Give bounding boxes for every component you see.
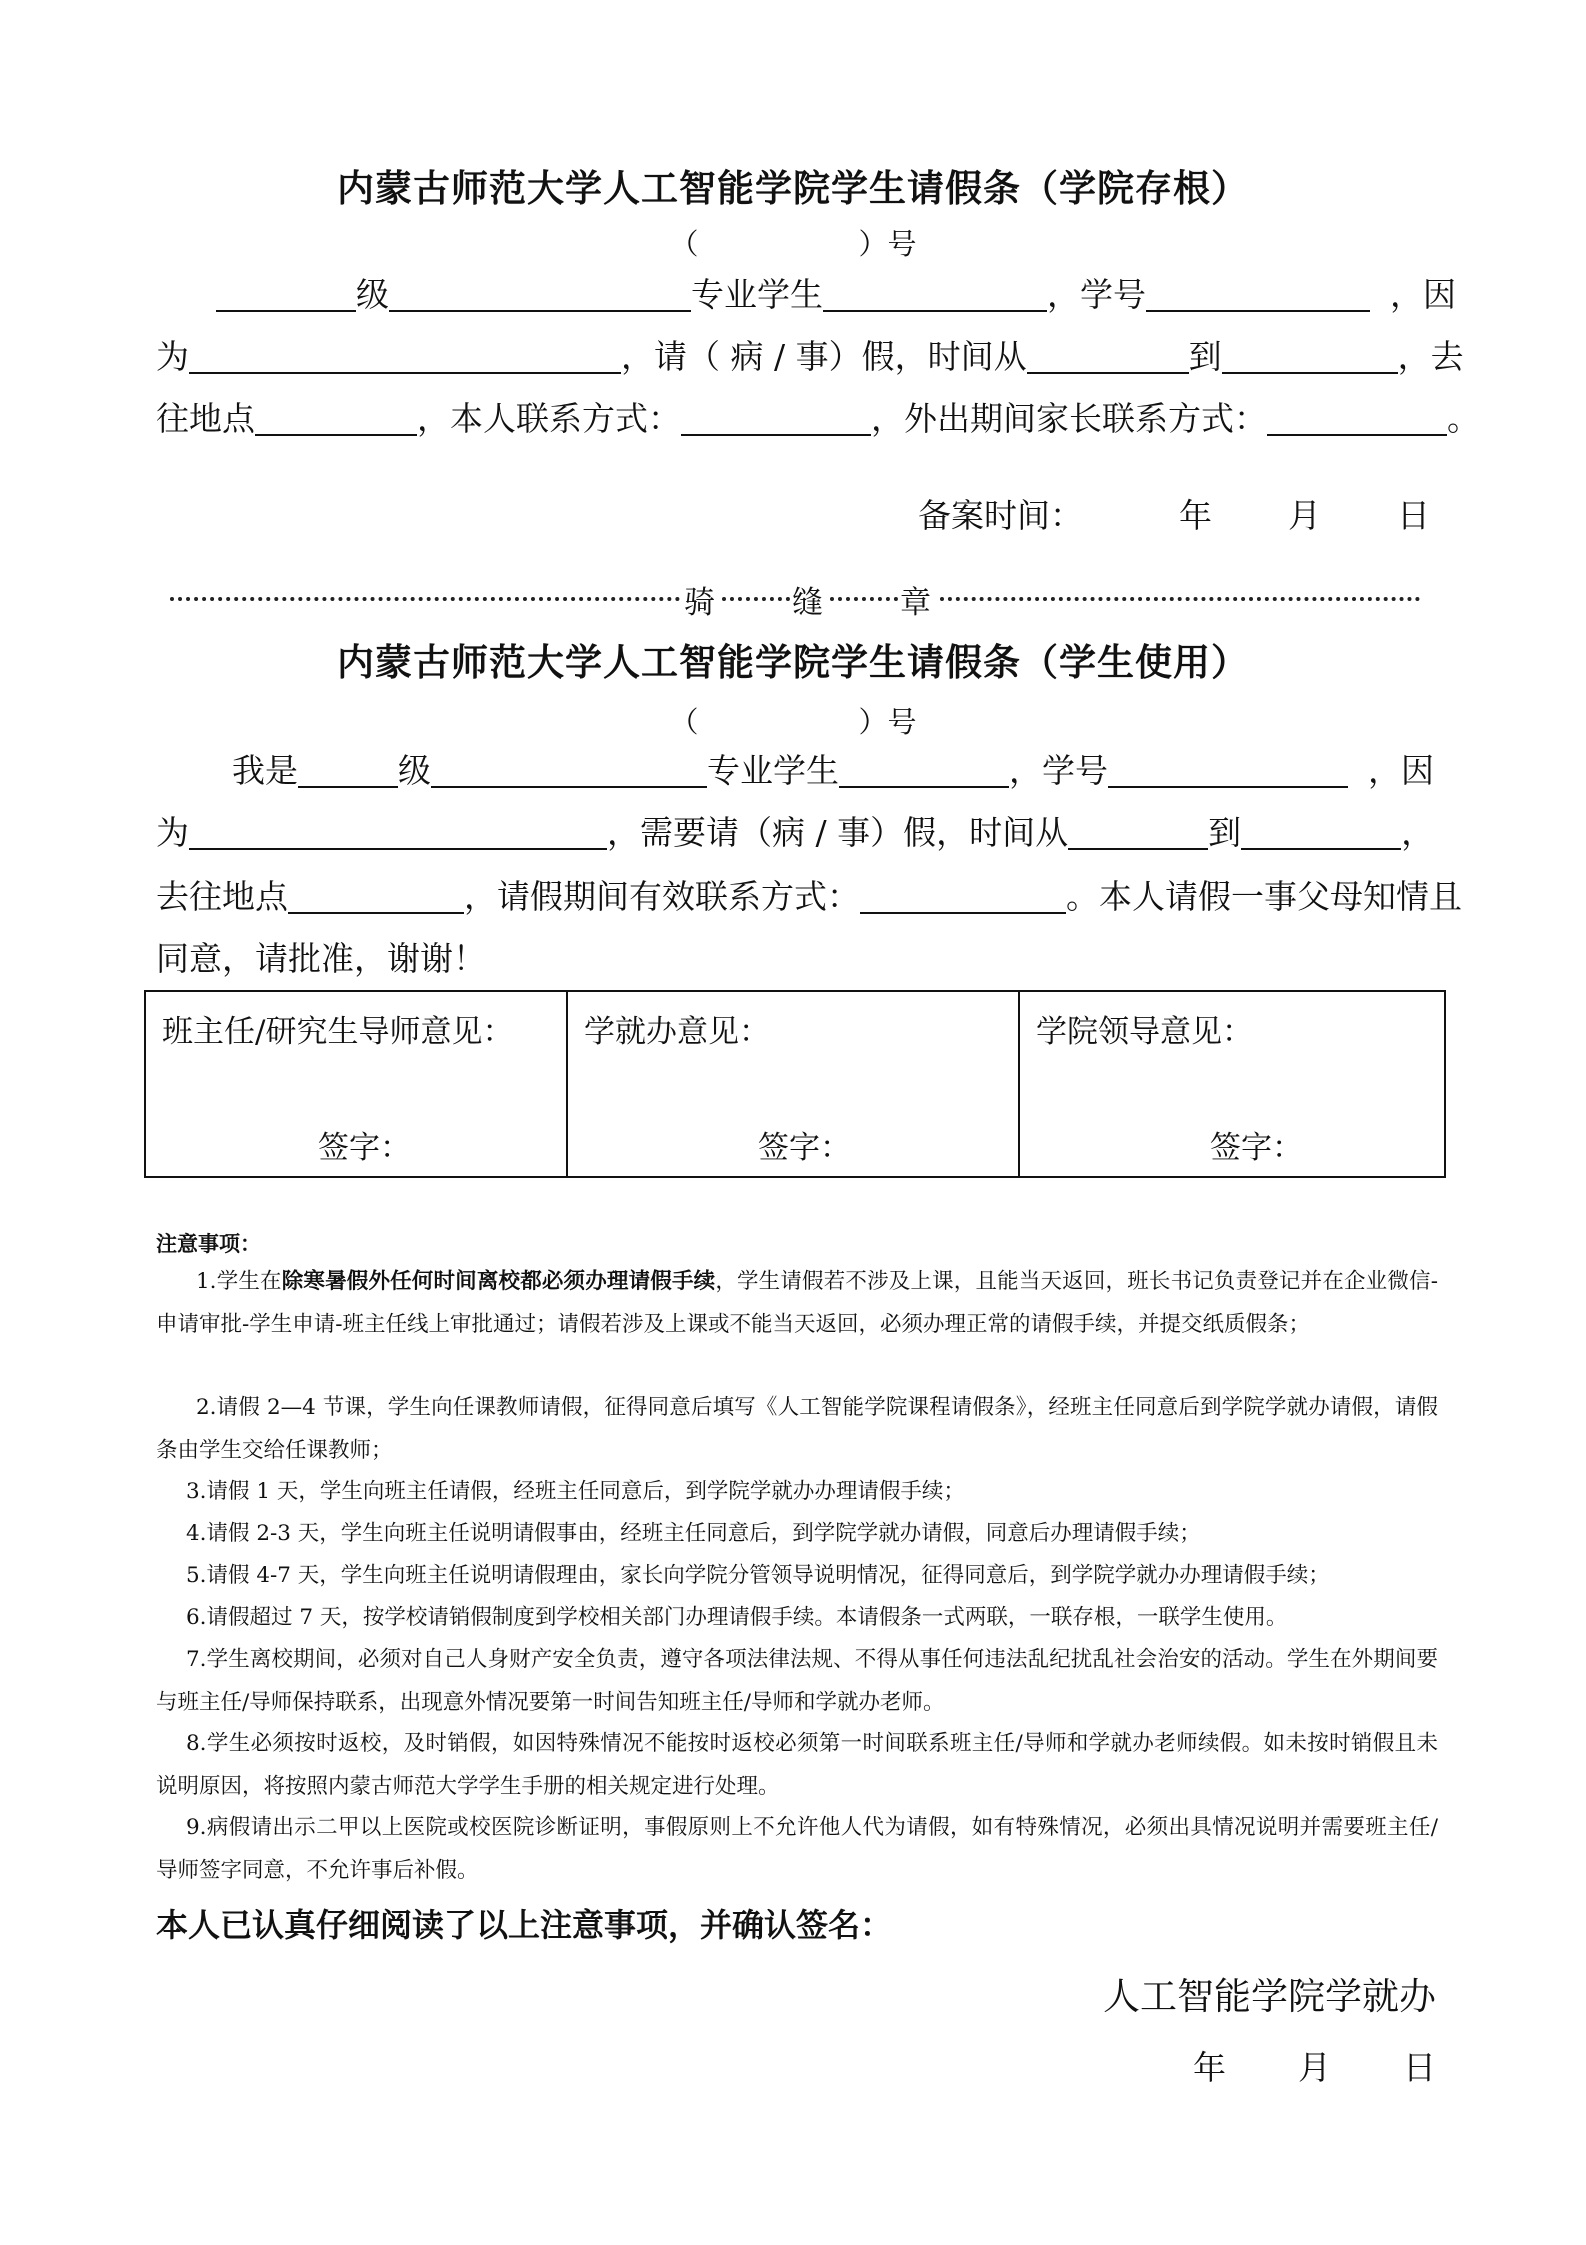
footer-date	[1193, 2042, 1436, 2089]
period: 。	[1447, 399, 1480, 438]
seam-char-2: 缝	[792, 585, 823, 621]
notes-title: 注意事项：	[156, 1231, 261, 1256]
seam-dots-left	[170, 597, 680, 601]
teacher-signature-label: 签字：	[318, 1130, 411, 1166]
note-9	[156, 1807, 1438, 1892]
note-5-text: 5.请假 4-7 天，学生向班主任说明请假理由，家长向学院分管领导说明情况，征得同意后，到学院学就办办理请假手续；	[186, 1563, 1330, 1588]
label-leave-type-time-from: ，请（ 病 / 事）假，时间从	[621, 337, 1027, 376]
office-opinion-cell[interactable]	[567, 991, 1019, 1177]
reason-blank[interactable]	[189, 338, 621, 374]
seam-dots-mid-2	[830, 597, 898, 601]
serial-close: ）号	[858, 227, 917, 261]
note-2-text: 2.请假 2—4 节课，学生向任课教师请假，征得同意后填写《人工智能学院课程请假条》，经班主任同意后到学院学就办请假，请假条由学生交给任课教师；	[156, 1395, 1438, 1463]
teacher-opinion-cell[interactable]	[145, 991, 567, 1177]
note-9-text: 9.病假请出示二甲以上医院或校医院诊断证明，事假原则上不允许他人代为请假，如有特殊情况，必须出具情况说明并需要班主任/导师签字同意，不允许事后补假。	[156, 1815, 1438, 1883]
note-1-start: 1.学生在	[196, 1269, 282, 1294]
approval-opinions-table	[144, 990, 1446, 1178]
student-id-blank[interactable]	[823, 276, 1047, 312]
note-4-text: 4.请假 2-3 天，学生向班主任说明请假事由，经班主任同意后，到学院学就办请假，同意后办理请假手续；	[186, 1521, 1201, 1546]
parent-contact-blank[interactable]	[1267, 400, 1447, 436]
time-from-blank[interactable]	[1068, 814, 1208, 850]
archive-line-2	[156, 337, 1464, 377]
label-leave-type-time-from: ，需要请（病 / 事）假，时间从	[607, 813, 1069, 852]
leader-opinion-cell[interactable]	[1019, 991, 1445, 1177]
note-2	[156, 1387, 1438, 1472]
label-student-id: ，学号	[1047, 275, 1146, 314]
note-6-text: 6.请假超过 7 天，按学校请销假制度到学校相关部门办理请假手续。本请假条一式两联，一联存根，一联学生使用。	[186, 1605, 1288, 1630]
time-to-blank[interactable]	[1222, 338, 1398, 374]
footer-day: 日	[1403, 2048, 1436, 2087]
label-because: ，因	[1390, 275, 1456, 314]
label-parents-informed: 。本人请假一事父母知情且	[1066, 877, 1462, 916]
label-to: 到	[1208, 813, 1242, 852]
time-from-blank[interactable]	[1027, 338, 1189, 374]
label-major-student: 专业学生	[691, 275, 823, 314]
label-major-student: 专业学生	[707, 751, 839, 790]
footer-year: 年	[1193, 2048, 1226, 2087]
label-destination: 去往地点	[156, 877, 288, 916]
leader-opinion-label: 学院领导意见：	[1036, 1014, 1253, 1050]
note-6	[156, 1597, 1438, 1640]
archive-serial-number	[0, 222, 1586, 263]
label-student-id: ，学号	[1009, 751, 1108, 790]
note-7	[156, 1639, 1438, 1724]
label-to: 到	[1188, 337, 1222, 376]
label-record-time: 备案时间：	[918, 496, 1083, 535]
note-8-text: 8.学生必须按时返校，及时销假，如因特殊情况不能按时返校必须第一时间联系班主任/导师和学就办老师续假。如未按时销假且未说明原因，将按照内蒙古师范大学学生手册的相关规定进行处理。	[156, 1731, 1438, 1799]
note-3-text: 3.请假 1 天，学生向班主任请假，经班主任同意后，到学院学就办办理请假手续；	[186, 1479, 965, 1504]
label-grade: 级	[398, 751, 431, 790]
label-because: ，因	[1368, 751, 1434, 790]
leader-signature-label: 签字：	[1210, 1130, 1303, 1166]
grade-blank[interactable]	[298, 752, 398, 788]
student-line-3	[156, 877, 1462, 917]
confirmation-signature-line[interactable]: 本人已认真仔细阅读了以上注意事项，并确认签名：	[156, 1906, 893, 1944]
student-copy-title: 内蒙古师范大学人工智能学院学生请假条（学生使用）	[337, 640, 1249, 684]
record-date	[918, 490, 1430, 537]
issuing-office: 人工智能学院学就办	[1103, 1975, 1436, 2018]
note-4	[156, 1513, 1438, 1556]
archive-title: 内蒙古师范大学人工智能学院学生请假条（学院存根）	[337, 166, 1249, 210]
seam-dots-right	[940, 597, 1420, 601]
label-day: 日	[1397, 496, 1430, 535]
note-1	[156, 1261, 1438, 1346]
note-1-rest: ，学生请假若不涉及上课，且能当天返回，班长书记负责登记并在企业微信-申请审批-学生申请-班主任线上审批通过；请假若涉及上课或不能当天返回，必须办理正常的请假手续，并提交纸质假条；	[156, 1269, 1438, 1337]
archive-line-1	[216, 275, 1456, 315]
major-tail-blank[interactable]	[839, 752, 1009, 788]
serial-open: （	[669, 227, 699, 261]
note-1-emphasis: 除寒暑假外任何时间离校都必须办理请假手续	[281, 1269, 716, 1294]
seam-char-1: 骑	[684, 585, 715, 621]
serial-open: （	[669, 705, 699, 739]
reason-blank[interactable]	[189, 814, 607, 850]
archive-line-3	[156, 399, 1480, 439]
label-destination: 往地点	[156, 399, 255, 438]
label-grade: 级	[356, 275, 389, 314]
comma: ，	[1401, 813, 1435, 852]
office-opinion-label: 学就办意见：	[584, 1014, 770, 1050]
label-parent-contact: ，外出期间家长联系方式：	[871, 399, 1267, 438]
grade-blank[interactable]	[216, 276, 356, 312]
seam-dots-mid-1	[722, 597, 790, 601]
label-year: 年	[1179, 496, 1212, 535]
own-contact-blank[interactable]	[681, 400, 871, 436]
label-valid-contact: ，请假期间有效联系方式：	[464, 877, 860, 916]
destination-blank[interactable]	[288, 878, 464, 914]
label-i-am: 我是	[232, 751, 298, 790]
student-serial-number	[0, 700, 1586, 741]
time-to-blank[interactable]	[1241, 814, 1401, 850]
major-blank[interactable]	[431, 752, 707, 788]
teacher-opinion-label: 班主任/研究生导师意见：	[162, 1014, 514, 1050]
student-line-1	[232, 751, 1434, 791]
student-line-2	[156, 813, 1434, 853]
student-line-4	[156, 939, 486, 979]
label-go: ，去	[1397, 337, 1464, 376]
note-3	[156, 1471, 1438, 1514]
student-id-blank[interactable]	[1108, 752, 1348, 788]
destination-blank[interactable]	[255, 400, 417, 436]
label-agree-please-approve: 同意，请批准，谢谢！	[156, 939, 486, 978]
label-month: 月	[1288, 496, 1321, 535]
note-8	[156, 1723, 1438, 1808]
major-blank[interactable]	[389, 276, 691, 312]
label-for: 为	[156, 813, 189, 852]
seam-char-3: 章	[900, 585, 931, 621]
note-5	[156, 1555, 1438, 1598]
label-own-contact: ，本人联系方式：	[417, 399, 681, 438]
footer-month: 月	[1298, 2048, 1331, 2087]
valid-contact-blank[interactable]	[860, 878, 1066, 914]
student-id-number-blank[interactable]	[1146, 276, 1370, 312]
office-signature-label: 签字：	[758, 1130, 851, 1166]
note-7-text: 7.学生离校期间，必须对自己人身财产安全负责，遵守各项法律法规、不得从事任何违法乱纪扰乱社会治安的活动。学生在外期间要与班主任/导师保持联系，出现意外情况要第一时间告知班主任/导师和学就办老师。	[156, 1647, 1438, 1715]
label-for: 为	[156, 337, 189, 376]
serial-close: ）号	[858, 705, 917, 739]
perforation-seam-line	[170, 577, 1420, 621]
